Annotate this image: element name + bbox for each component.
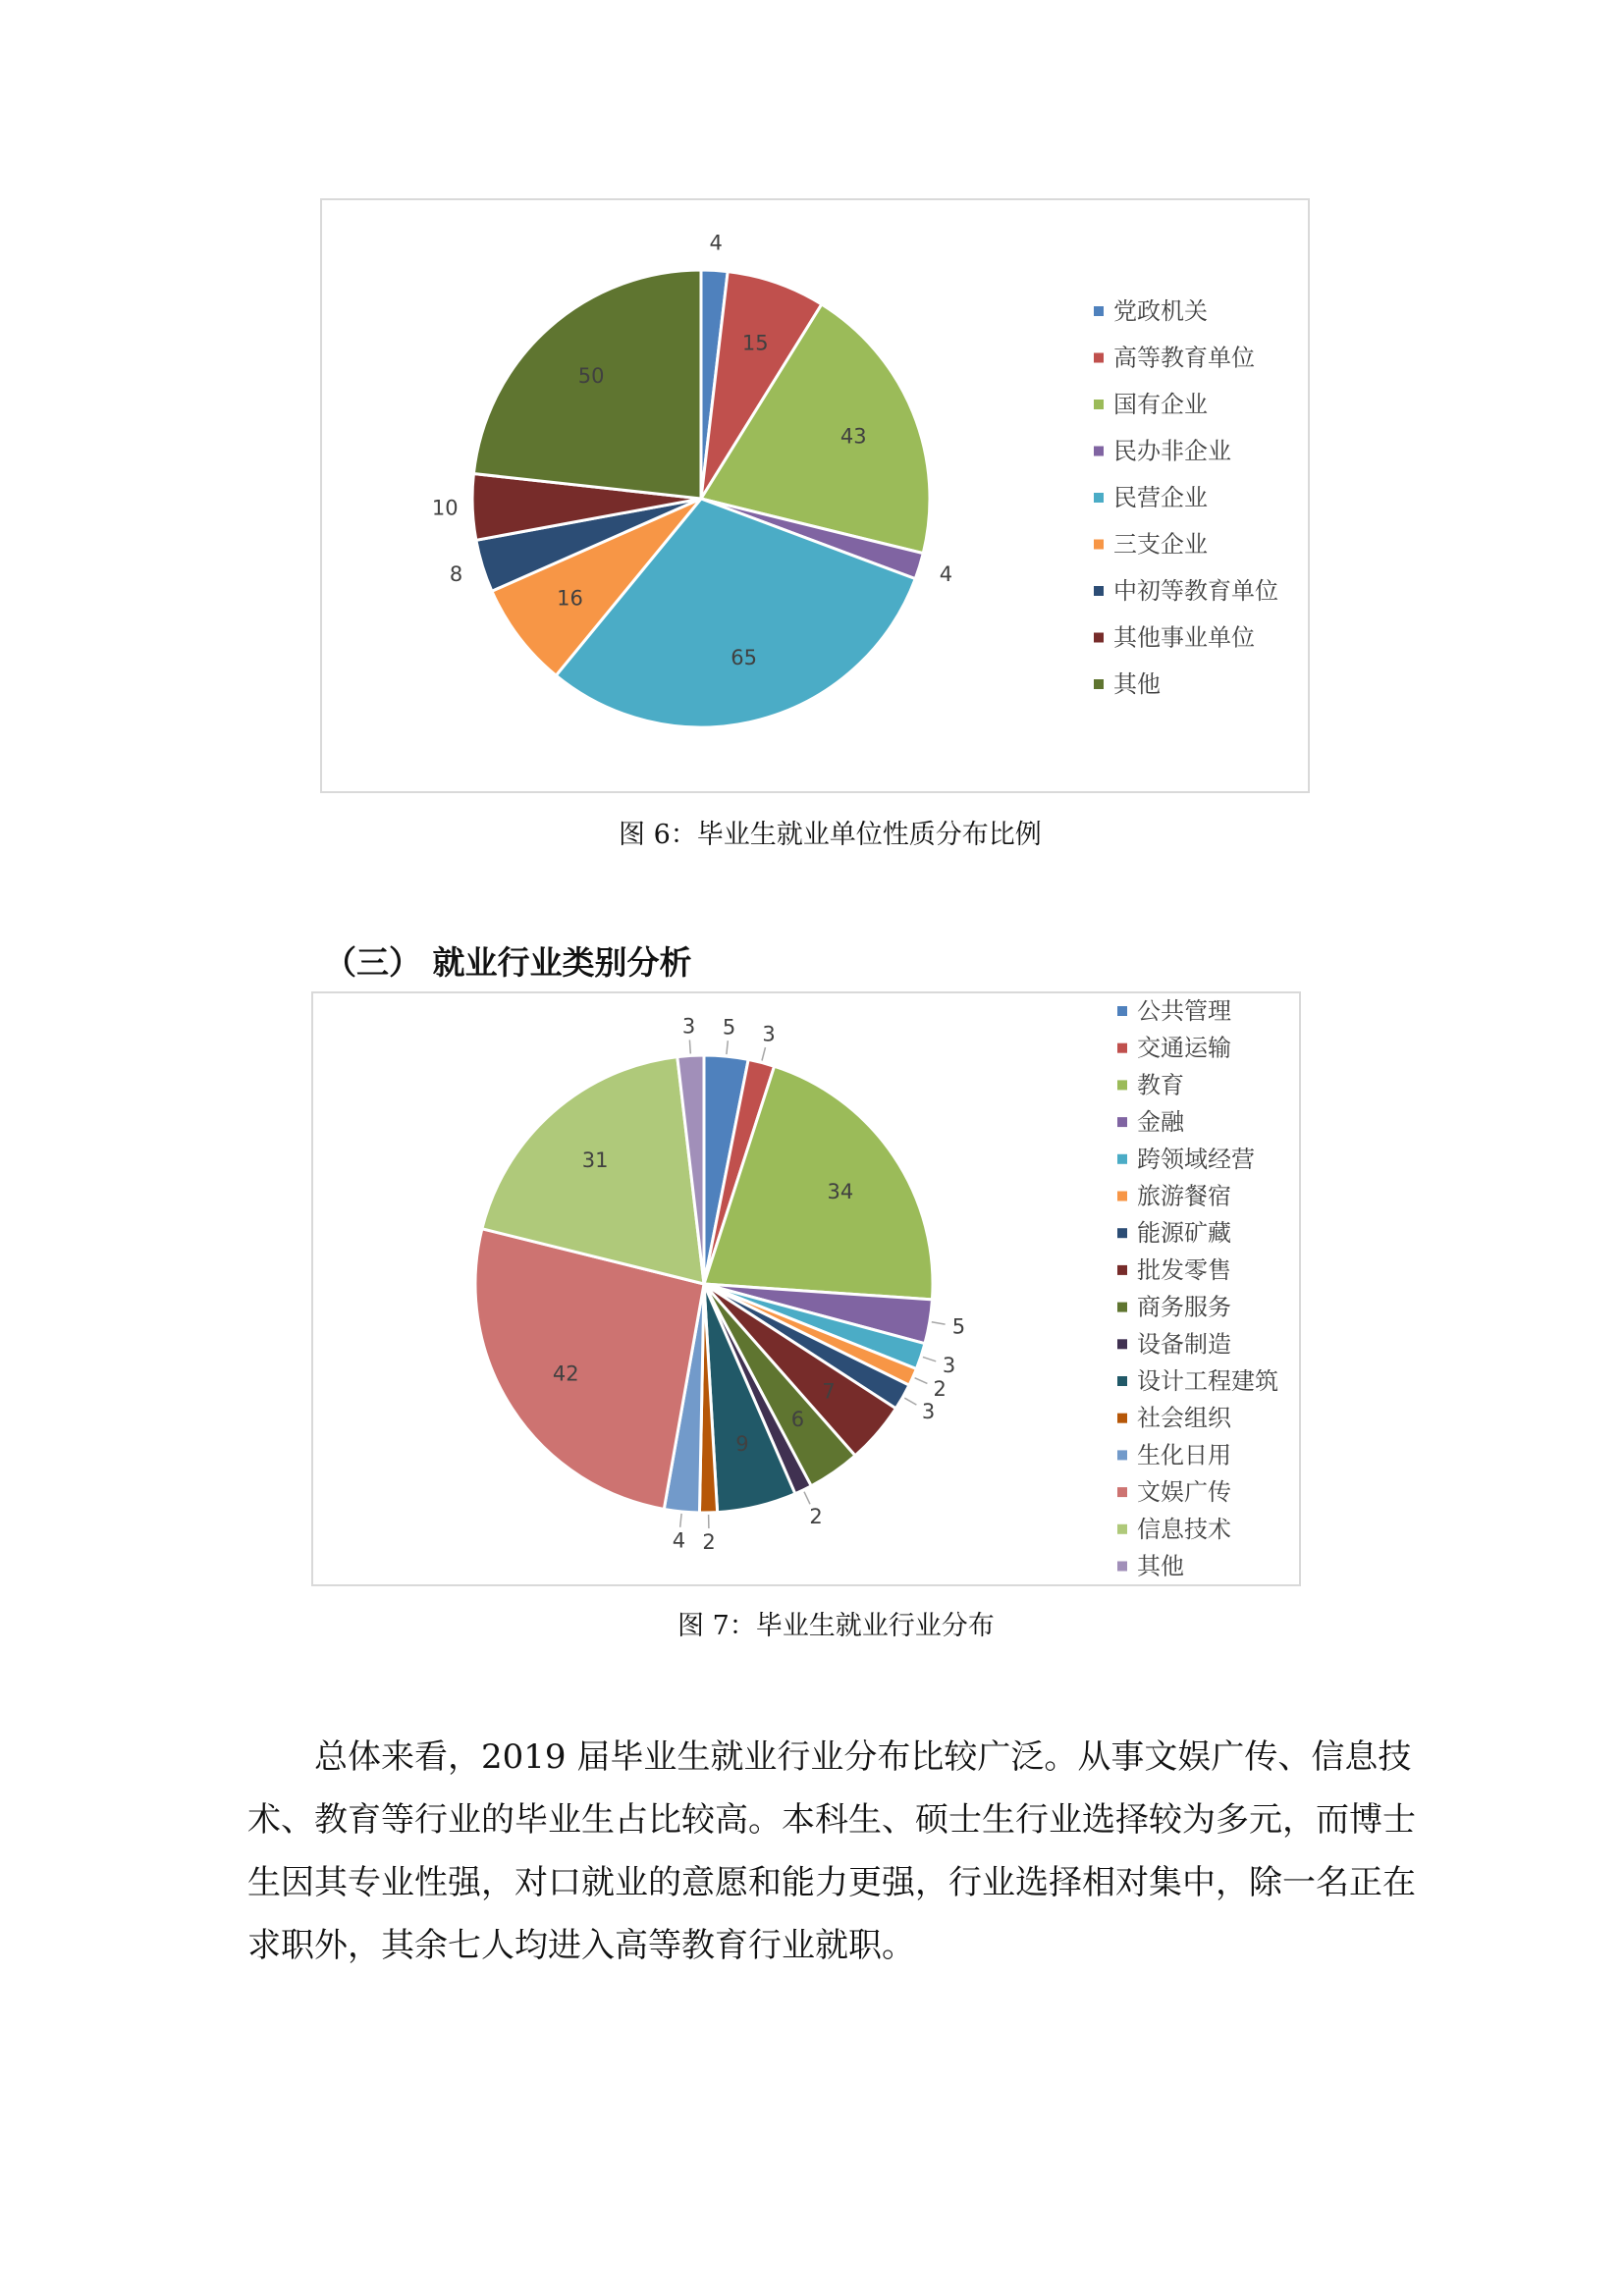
figure7-leader-line [680,1514,681,1527]
figure7-data-label: 2 [933,1377,947,1402]
figure7-legend-swatch [1117,1339,1127,1349]
figure7-leader-line [915,1378,928,1384]
figure6-data-label: 15 [741,331,769,355]
figure7-data-label: 31 [581,1148,609,1173]
figure7-legend-label: 公共管理 [1137,997,1231,1025]
figure7-pie-svg [313,993,1299,1584]
figure7-leader-line [923,1357,936,1361]
figure7-legend-label: 跨领域经营 [1137,1145,1255,1173]
figure6-caption: 图 6：毕业生就业单位性质分布比例 [619,820,1042,850]
figure6-legend-swatch [1094,633,1104,643]
figure6-legend-label: 三支企业 [1113,530,1208,559]
figure7-legend-label: 生化日用 [1137,1441,1231,1469]
figure7-data-label: 2 [702,1529,716,1554]
figure7-legend-label: 批发零售 [1137,1255,1231,1284]
figure6-data-label: 65 [731,646,757,669]
figure7-leader-line [904,1398,916,1405]
figure7-data-label: 5 [951,1314,966,1339]
figure7-data-label: 9 [735,1432,749,1457]
figure7-legend-swatch [1117,1192,1127,1201]
figure6-legend-label: 国有企业 [1113,391,1208,418]
figure7-leader-line [804,1492,810,1505]
figure7-legend-swatch [1117,1303,1127,1312]
figure7-legend-label: 教育 [1137,1071,1184,1099]
figure7-legend-label: 旅游餐宿 [1137,1182,1231,1210]
figure7-data-label: 4 [672,1528,686,1553]
figure7-legend-label: 设备制造 [1137,1330,1231,1359]
figure6-chart [320,198,1310,793]
section-heading: （三） 就业行业类别分析 [324,943,692,982]
figure7-legend-swatch [1117,1562,1127,1572]
figure7-data-label: 3 [681,1014,696,1039]
figure7-legend-swatch [1117,1376,1127,1386]
figure7-legend-swatch [1117,1524,1127,1534]
figure7-legend-label: 文娱广传 [1137,1478,1231,1507]
body-paragraph [247,1726,1416,1977]
figure6-legend-swatch [1094,447,1104,456]
figure7-legend-swatch [1117,1265,1127,1275]
figure6-legend-swatch [1094,679,1104,689]
figure7-chart [311,991,1301,1586]
figure7-data-label: 2 [809,1505,823,1528]
figure6-data-label: 50 [577,364,605,389]
figure7-data-label: 3 [942,1354,956,1378]
figure7-data-label: 3 [921,1400,936,1423]
figure6-legend-label: 中初等教育单位 [1113,577,1278,605]
figure6-data-label: 10 [431,496,459,520]
figure6-data-label: 4 [709,231,723,255]
figure7-legend-label: 金融 [1137,1108,1184,1137]
figure7-legend-swatch [1117,1117,1127,1127]
figure7-legend-label: 能源矿藏 [1137,1219,1231,1248]
figure7-data-label: 34 [827,1179,854,1203]
figure6-legend-swatch [1094,540,1104,550]
figure7-leader-line [932,1322,946,1324]
figure6-legend-label: 高等教育单位 [1113,344,1255,372]
figure7-legend-swatch [1117,1450,1127,1460]
body-line: 求职外，其余七人均进入高等教育行业就职。 [247,1926,915,1965]
figure7-legend-label: 其他 [1137,1552,1184,1580]
figure6-legend-swatch [1094,586,1104,596]
figure7-legend-label: 社会组织 [1137,1404,1231,1432]
figure7-leader-line [762,1047,766,1061]
figure6-data-label: 16 [557,586,583,611]
figure7-legend-swatch [1117,1414,1127,1423]
figure6-data-label: 4 [939,562,953,586]
figure7-legend-label: 交通运输 [1137,1034,1231,1062]
figure6-legend-label: 民办非企业 [1113,437,1231,465]
figure6-legend-label: 党政机关 [1113,297,1208,325]
figure6-data-label: 8 [449,562,463,586]
figure7-legend-label: 信息技术 [1137,1515,1231,1543]
figure7-legend-swatch [1117,1080,1127,1090]
figure6-legend-swatch [1094,353,1104,363]
figure7-legend-label: 设计工程建筑 [1137,1367,1278,1395]
figure7-caption: 图 7：毕业生就业行业分布 [677,1611,995,1641]
figure7-legend-swatch [1117,1487,1127,1497]
figure7-leader-line [727,1041,728,1054]
figure6-legend-swatch [1094,493,1104,503]
figure7-data-label: 42 [552,1362,579,1386]
figure7-legend-label: 商务服务 [1137,1293,1231,1321]
body-line: 总体来看，2019 届毕业生就业行业分布比较广泛。从事文娱广传、信息技 [314,1737,1412,1777]
figure6-data-label: 43 [839,424,867,449]
figure6-legend-label: 其他 [1113,670,1161,698]
body-line: 术、教育等行业的毕业生占比较高。本科生、硕士生行业选择较为多元，而博士 [247,1800,1416,1840]
figure7-leader-line [689,1040,690,1053]
figure6-legend-swatch [1094,306,1104,316]
figure7-legend-swatch [1117,1228,1127,1238]
body-line: 生因其专业性强，对口就业的意愿和能力更强，行业选择相对集中，除一名正在 [247,1863,1416,1902]
figure7-data-label: 7 [822,1379,836,1404]
figure6-pie-svg [322,200,1308,791]
figure7-data-label: 3 [762,1022,776,1046]
figure6-legend-label: 民营企业 [1113,484,1208,511]
figure7-data-label: 5 [722,1015,736,1040]
figure7-data-label: 6 [790,1408,805,1431]
figure6-legend-swatch [1094,400,1104,409]
figure7-legend-swatch [1117,1043,1127,1053]
figure7-legend-swatch [1117,1154,1127,1164]
figure7-legend-swatch [1117,1006,1127,1016]
figure6-legend-label: 其他事业单位 [1113,623,1255,652]
